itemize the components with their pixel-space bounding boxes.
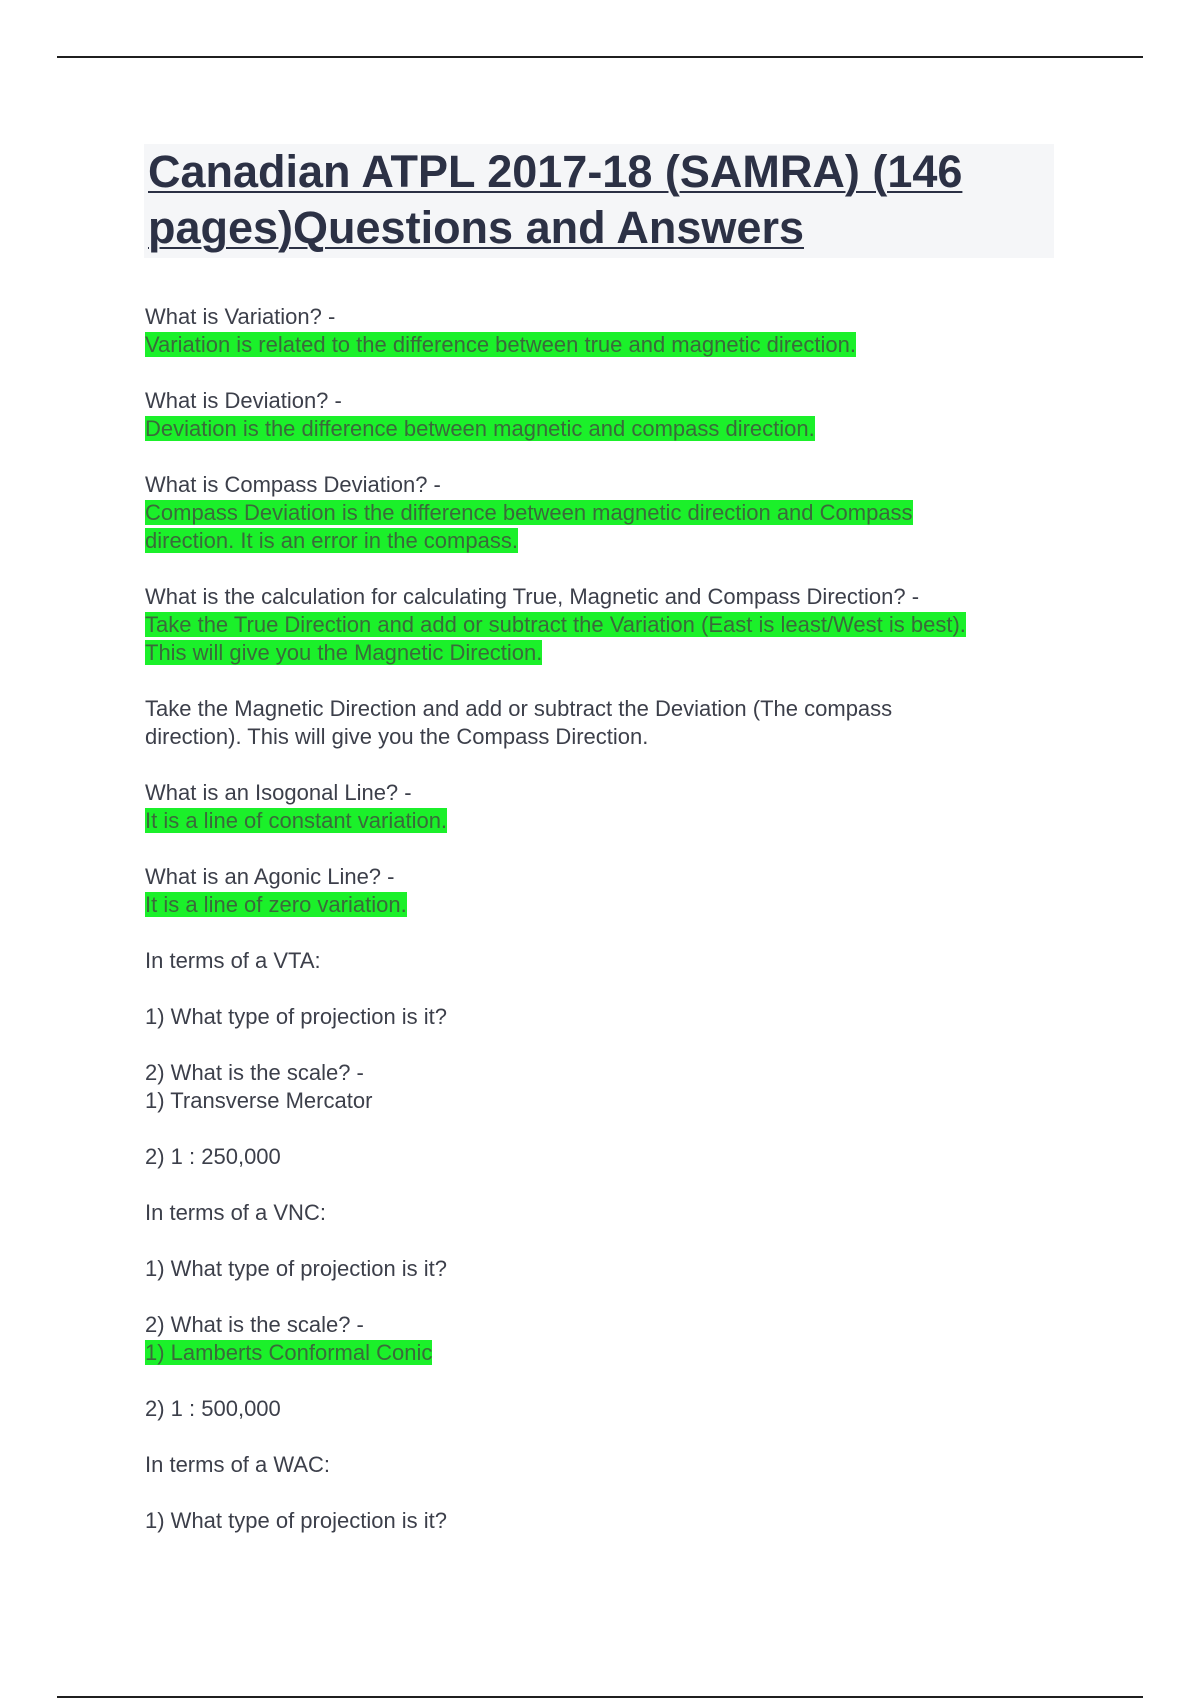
answer-highlight: Take the True Direction and add or subtract the Variation (East is least/West is best). xyxy=(145,612,966,637)
qa-item-deviation xyxy=(145,387,1065,443)
qa-item-compass-deviation xyxy=(145,471,1065,555)
question: 1) What type of projection is it? xyxy=(145,1508,448,1533)
vnc-q1 xyxy=(145,1255,1065,1283)
answer-highlight: It is a line of constant variation. xyxy=(145,808,448,833)
answer-highlight: It is a line of zero variation. xyxy=(145,892,407,917)
title-line-2: pages)Questions and Answers xyxy=(148,202,804,253)
answer-text: Take the Magnetic Direction and add or subtract the Deviation (The compass xyxy=(145,696,893,721)
vta-intro xyxy=(145,947,1065,975)
answer-highlight: This will give you the Magnetic Direction. xyxy=(145,640,543,665)
question: What is the calculation for calculating True, Magnetic and Compass Direction? - xyxy=(145,584,920,609)
title-line-1: Canadian ATPL 2017-18 (SAMRA) (146 xyxy=(148,146,963,197)
question: 1) What type of projection is it? xyxy=(145,1256,448,1281)
qa-item-agonic xyxy=(145,863,1065,919)
question: 2) What is the scale? - xyxy=(145,1060,364,1085)
vnc-a2 xyxy=(145,1395,1065,1423)
wac-q1 xyxy=(145,1507,1065,1535)
vta-q1 xyxy=(145,1003,1065,1031)
answer-text: 2) 1 : 500,000 xyxy=(145,1396,281,1421)
vnc-intro xyxy=(145,1199,1065,1227)
question: What is Variation? - xyxy=(145,304,336,329)
question: In terms of a VTA: xyxy=(145,948,321,973)
answer-continuation xyxy=(145,695,1065,751)
answer-text: direction). This will give you the Compass Direction. xyxy=(145,724,649,749)
question: In terms of a VNC: xyxy=(145,1200,326,1225)
top-rule xyxy=(57,56,1143,58)
qa-item-variation xyxy=(145,303,1065,359)
question: What is Compass Deviation? - xyxy=(145,472,441,497)
qa-item-calculation xyxy=(145,583,1065,667)
question: What is Deviation? - xyxy=(145,388,342,413)
page-title xyxy=(144,144,1054,258)
question: 2) What is the scale? - xyxy=(145,1312,364,1337)
question: What is an Isogonal Line? - xyxy=(145,780,412,805)
wac-intro xyxy=(145,1451,1065,1479)
question: What is an Agonic Line? - xyxy=(145,864,395,889)
vta-a2 xyxy=(145,1143,1065,1171)
bottom-rule xyxy=(57,1696,1143,1698)
qa-item-isogonal xyxy=(145,779,1065,835)
document-title xyxy=(148,144,1050,256)
vta-q2 xyxy=(145,1059,1065,1115)
question: In terms of a WAC: xyxy=(145,1452,331,1477)
answer-highlight: Variation is related to the difference between true and magnetic direction. xyxy=(145,332,856,357)
answer-text: 2) 1 : 250,000 xyxy=(145,1144,281,1169)
qa-content xyxy=(145,303,1065,1563)
answer-highlight: direction. It is an error in the compass. xyxy=(145,528,518,553)
answer-text: 1) Transverse Mercator xyxy=(145,1088,373,1113)
answer-highlight: 1) Lamberts Conformal Conic xyxy=(145,1340,433,1365)
vnc-q2 xyxy=(145,1311,1065,1367)
answer-highlight: Deviation is the difference between magnetic and compass direction. xyxy=(145,416,815,441)
answer-highlight: Compass Deviation is the difference between magnetic direction and Compass xyxy=(145,500,913,525)
question: 1) What type of projection is it? xyxy=(145,1004,448,1029)
